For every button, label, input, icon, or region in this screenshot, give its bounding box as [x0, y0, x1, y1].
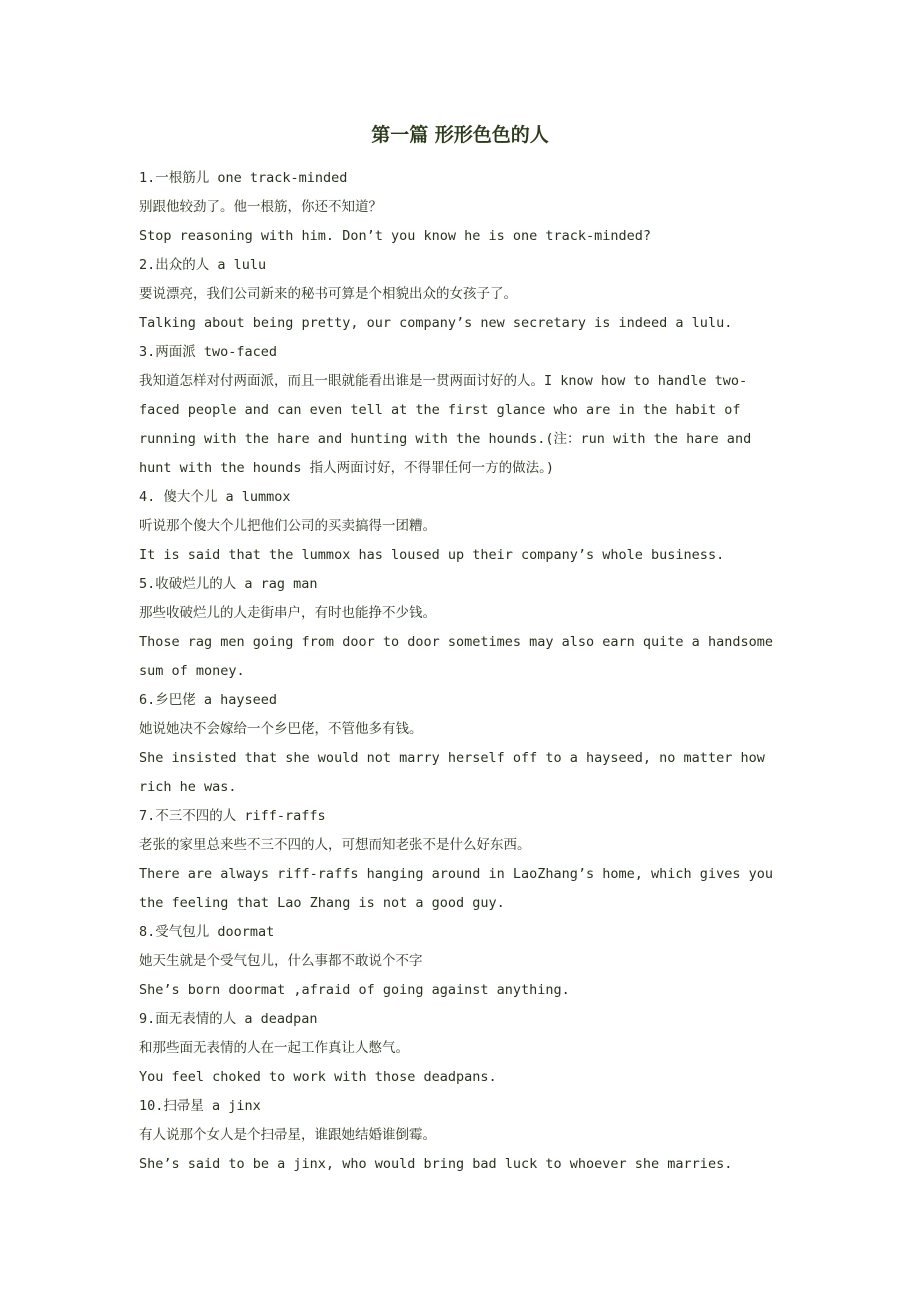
entry-english: She’s born doormat ,afraid of going against anything.	[139, 982, 570, 998]
entry-heading: 4. 傻大个儿 a lummox	[139, 489, 291, 505]
entry-chinese: 听说那个傻大个儿把他们公司的买卖搞得一团糟。	[139, 518, 436, 534]
entry-heading: 3.两面派 two-faced	[139, 344, 278, 360]
entry-heading: 10.扫帚星 a jinx	[139, 1098, 261, 1114]
entry-chinese: 和那些面无表情的人在一起工作真让人憋气。	[139, 1040, 409, 1056]
entry-english: She’s said to be a jinx, who would bring bad luck to whoever she marries.	[139, 1156, 733, 1172]
entry-heading: 8.受气包儿 doormat	[139, 924, 275, 940]
entry-heading: 2.出众的人 a lulu	[139, 257, 267, 273]
entry-chinese: 别跟他较劲了。他一根筋，你还不知道？	[139, 199, 382, 215]
entry-english: It is said that the lummox has loused up their company’s whole business.	[139, 547, 725, 563]
entry-chinese: 那些收破烂儿的人走街串户，有时也能挣不少钱。	[139, 605, 436, 621]
entry-heading: 1.一根筋儿 one track-minded	[139, 170, 348, 186]
entry-english: Talking about being pretty, our company’s new secretary is indeed a lulu.	[139, 315, 733, 331]
entry-list	[139, 164, 784, 1179]
entry-chinese: 我知道怎样对付两面派，而且一眼就能看出谁是一贯两面讨好的人。I know how to handle two-faced people and can even tell at the first glance who are in the habit of running with the hare and hunting with the hounds.(注：run with the hare and hunt with the hounds 指人两面讨好，不得罪任何一方的做法。)	[139, 373, 752, 476]
entry-chinese: 要说漂亮，我们公司新来的秘书可算是个相貌出众的女孩子了。	[139, 286, 517, 302]
entry-chinese: 老张的家里总来些不三不四的人，可想而知老张不是什么好东西。	[139, 837, 531, 853]
entry-english: Stop reasoning with him. Don’t you know he is one track-minded?	[139, 228, 652, 244]
page-title: 第一篇 形形色色的人	[371, 124, 549, 146]
entry-chinese: 她说她决不会嫁给一个乡巴佬，不管他多有钱。	[139, 721, 423, 737]
entry-english: You feel choked to work with those deadpans.	[139, 1069, 497, 1085]
entry-english: She insisted that she would not marry herself off to a hayseed, no matter how rich he was.	[139, 750, 765, 795]
entry-english: Those rag men going from door to door sometimes may also earn quite a handsome sum of money.	[139, 634, 773, 679]
entry-heading: 6.乡巴佬 a hayseed	[139, 692, 278, 708]
entry-heading: 5.收破烂儿的人 a rag man	[139, 576, 318, 592]
entry-english: There are always riff-raffs hanging around in LaoZhang’s home, which gives you the feeling that Lao Zhang is not a good guy.	[139, 866, 773, 911]
entry-chinese: 有人说那个女人是个扫帚星，谁跟她结婚谁倒霉。	[139, 1127, 436, 1143]
entry-chinese: 她天生就是个受气包儿，什么事都不敢说个不字	[139, 953, 423, 969]
entry-heading: 9.面无表情的人 a deadpan	[139, 1011, 318, 1027]
entry-heading: 7.不三不四的人 riff-raffs	[139, 808, 326, 824]
